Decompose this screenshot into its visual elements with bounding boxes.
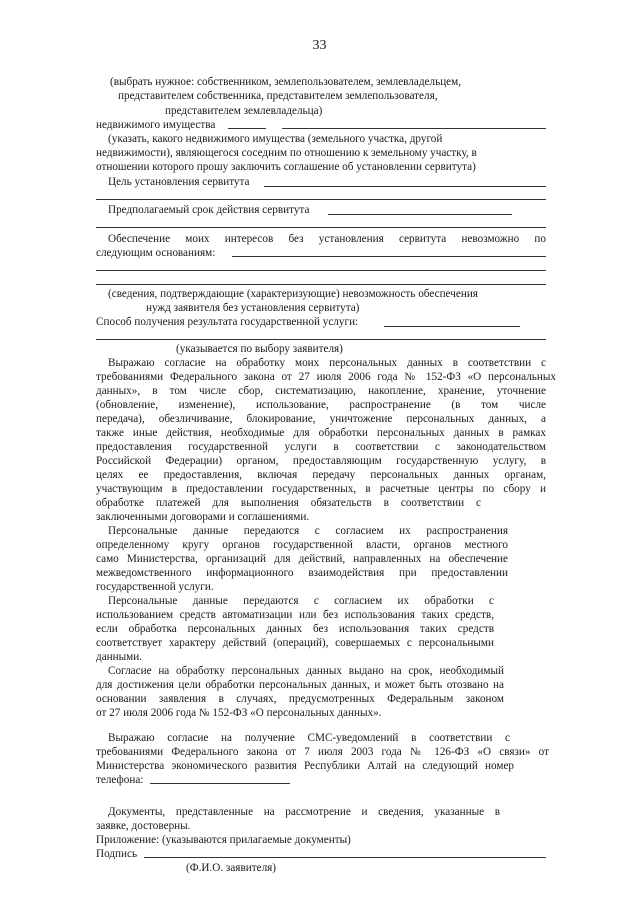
automation-line: соответствует характеру действий (операций), совершаемых с персональными bbox=[96, 637, 494, 649]
phone-label: телефона: bbox=[96, 774, 144, 786]
automation-line: данными. bbox=[96, 651, 143, 663]
documents-line: Документы, представленные на рассмотрение и сведения, указанные в bbox=[108, 806, 500, 818]
term-line: для достижения цели обработки персональных данных, и может быть отозвано на bbox=[96, 679, 504, 691]
consent-line: передача), обезличивание, блокирование, уничтожение персональных данных, а bbox=[96, 413, 546, 425]
servitude-purpose-field[interactable] bbox=[264, 186, 546, 187]
property-hint-line-2: недвижимости), являющегося соседним по отношению к земельному участку, в bbox=[96, 147, 477, 159]
attachments-label: Приложение: (указываются прилагаемые документы) bbox=[96, 834, 351, 846]
grounds-intro-line-1: Обеспечение моих интересов без установления сервитута невозможно по bbox=[108, 233, 546, 245]
term-line: от 27 июля 2006 года № 152-ФЗ «О персональных данных». bbox=[96, 707, 382, 719]
consent-line: заключенными договорами и соглашениями. bbox=[96, 511, 310, 523]
result-method-field[interactable] bbox=[384, 326, 520, 327]
consent-line: Российской Федерации) органом, предоставляющим государственную услугу, в bbox=[96, 455, 546, 467]
property-hint-line-3: отношении которого прошу заключить соглашение об установлении сервитута) bbox=[96, 161, 476, 173]
sms-line: требованиями Федерального закона от 7 июля 2003 года № 126-ФЗ «О связи» от bbox=[96, 746, 549, 758]
transfer-line: Персональные данные передаются с согласием их распространения bbox=[108, 525, 508, 537]
ownership-options-line-3: представителем землевладельца) bbox=[165, 105, 323, 117]
ownership-options-line-1: (выбрать нужное: собственником, землепользователем, землевладельцем, bbox=[110, 76, 462, 88]
consent-line: обработке платежей для выполнения обязательств в соответствии с bbox=[96, 497, 481, 509]
term-line: основании заявления в случаях, предусмотренных Федеральным законом bbox=[96, 693, 504, 705]
result-method-field-2[interactable] bbox=[96, 339, 546, 340]
property-field-line-b[interactable] bbox=[282, 128, 546, 129]
signature-label: Подпись bbox=[96, 848, 138, 860]
page-number: 33 bbox=[312, 38, 327, 53]
servitude-term-field-2[interactable] bbox=[96, 227, 546, 228]
servitude-term-field[interactable] bbox=[328, 214, 512, 215]
sms-line: Выражаю согласие на получение СМС-уведомлений в соответствии с bbox=[108, 732, 510, 744]
automation-line: использованием средств автоматизации или без использования таких средств, bbox=[96, 609, 494, 621]
transfer-line: государственной услуги. bbox=[96, 581, 214, 593]
consent-line: данных», в том числе сбор, систематизацию, накопление, хранение, уточнение bbox=[96, 385, 546, 397]
applicant-name-hint: (Ф.И.О. заявителя) bbox=[186, 862, 277, 874]
automation-line: Персональные данные передаются с согласием их обработки с bbox=[108, 595, 494, 607]
consent-line: требованиями Федерального закона от 27 июля 2006 года № 152-ФЗ «О персональных bbox=[96, 371, 556, 383]
property-field-line-a[interactable] bbox=[228, 128, 266, 129]
documents-line: заявке, достоверны. bbox=[96, 820, 191, 832]
servitude-purpose-label: Цель установления сервитута bbox=[108, 176, 250, 188]
servitude-term-label: Предполагаемый срок действия сервитута bbox=[108, 204, 310, 216]
consent-line: целях ее предоставления, включая передачу персональных данных органам, bbox=[96, 469, 546, 481]
grounds-field-1[interactable] bbox=[232, 256, 546, 257]
consent-line: также иные действия, необходимые для обработки персональных данных в рамках bbox=[96, 427, 546, 439]
transfer-line: определенному кругу органов государственной власти, органов местного bbox=[96, 539, 508, 551]
property-label: недвижимого имущества bbox=[96, 119, 216, 131]
grounds-hint-line-1: (сведения, подтверждающие (характеризующие) невозможность обеспечения bbox=[108, 288, 478, 300]
result-method-label: Способ получения результата государственной услуги: bbox=[96, 316, 359, 328]
transfer-line: само Министерства, организаций для действий, направленных на обеспечение bbox=[96, 553, 508, 565]
consent-line: участвующим в предоставлении государственных, в расчетные центры по сбору и bbox=[96, 483, 546, 495]
automation-line: если обработка персональных данных без использования таких средств bbox=[96, 623, 494, 635]
consent-line: предоставления государственной услуги в соответствии с законодательством bbox=[96, 441, 546, 453]
ownership-options-line-2: представителем собственника, представителем землепользователя, bbox=[118, 90, 438, 102]
servitude-purpose-field-2[interactable] bbox=[96, 199, 546, 200]
consent-line: Выражаю согласие на обработку моих персональных данных в соответствии с bbox=[108, 357, 546, 369]
result-method-hint: (указывается по выбору заявителя) bbox=[176, 343, 343, 355]
sms-line: Министерства экономического развития Республики Алтай на следующий номер bbox=[96, 760, 514, 772]
grounds-field-2[interactable] bbox=[96, 270, 546, 271]
signature-field[interactable] bbox=[144, 857, 546, 858]
term-line: Согласие на обработку персональных данных выдано на срок, необходимый bbox=[108, 665, 504, 677]
transfer-line: межведомственного информационного взаимодействия при предоставлении bbox=[96, 567, 508, 579]
grounds-field-3[interactable] bbox=[96, 284, 546, 285]
phone-field[interactable] bbox=[150, 783, 290, 784]
grounds-hint-line-2: нужд заявителя без установления сервитута) bbox=[146, 302, 360, 314]
consent-line: (обновление, изменение), использование, распространение (в том числе bbox=[96, 399, 546, 411]
property-hint-line-1: (указать, какого недвижимого имущества (земельного участка, другой bbox=[108, 133, 443, 145]
grounds-intro-line-2: следующим основаниям: bbox=[96, 247, 216, 259]
